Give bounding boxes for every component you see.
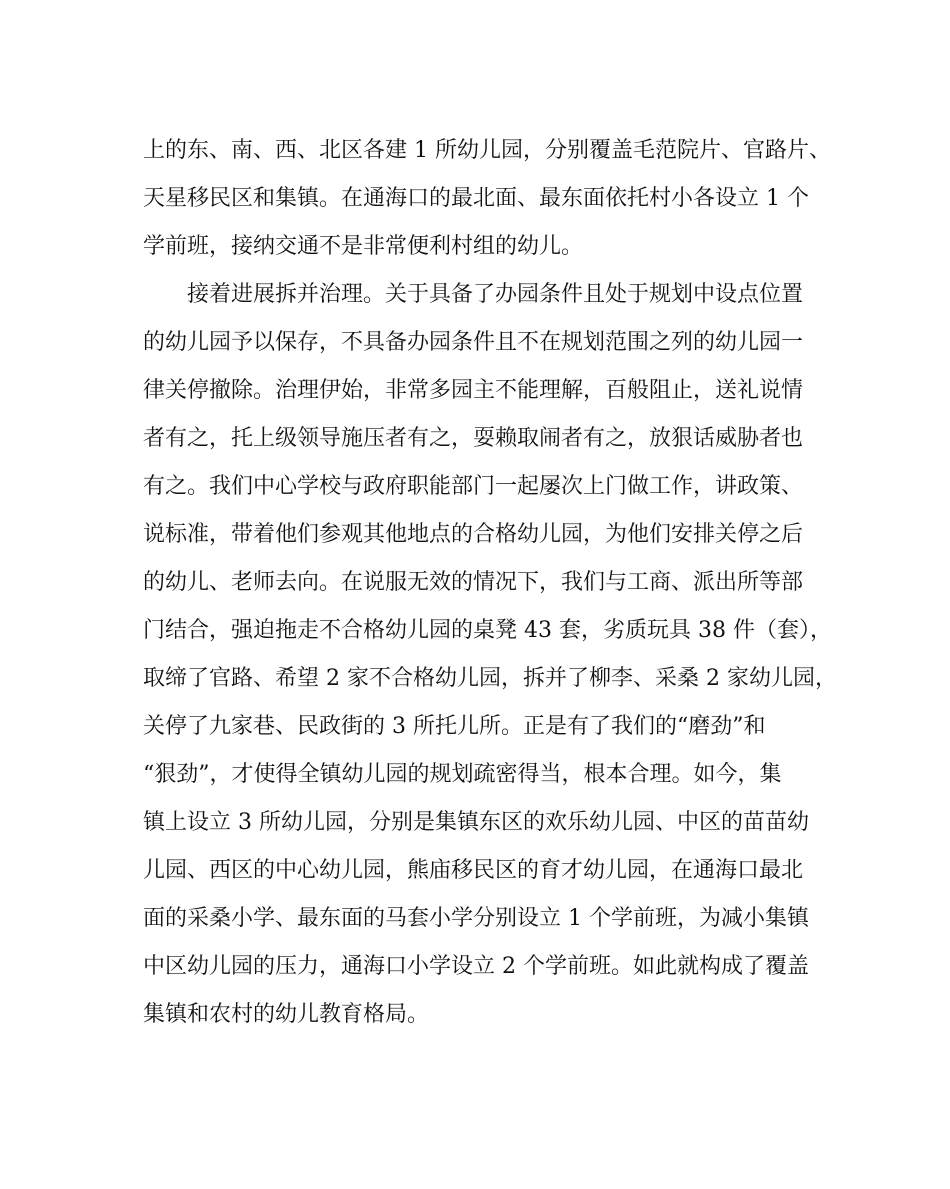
text-line: 律关停撤除。治理伊始，非常多园主不能理解，百般阻止，送礼说情 (143, 378, 804, 403)
text-line: 取缔了官路、希望 2 家不合格幼儿园，拆并了柳李、采桑 2 家幼儿园， (143, 666, 837, 691)
text-line: 集镇和农村的幼儿教育格局。 (143, 1002, 430, 1027)
text-line: 接着进展拆并治理。关于具备了办园条件且处于规划中设点位置 (187, 282, 804, 307)
text-line: 镇上设立 3 所幼儿园，分别是集镇东区的欢乐幼儿园、中区的苗苗幼 (143, 810, 809, 835)
text-line: 的幼儿园予以保存，不具备办园条件且不在规划范围之列的幼儿园一 (143, 330, 804, 355)
text-line: 天星移民区和集镇。在通海口的最北面、最东面依托村小各设立 1 个 (143, 186, 809, 211)
text-line: 儿园、西区的中心幼儿园，熊庙移民区的育才幼儿园，在通海口最北 (143, 858, 804, 883)
text-line: 中区幼儿园的压力，通海口小学设立 2 个学前班。如此就构成了覆盖 (143, 954, 809, 979)
text-line: “狠劲”，才使得全镇幼儿园的规划疏密得当，根本合理。如今，集 (143, 762, 782, 787)
text-line: 关停了九家巷、民政街的 3 所托儿所。正是有了我们的“磨劲”和 (143, 714, 766, 739)
text-line: 上的东、南、西、北区各建 1 所幼儿园，分别覆盖毛范院片、官路片、 (143, 138, 831, 163)
text-line: 有之。我们中心学校与政府职能部门一起屡次上门做工作，讲政策、 (143, 474, 804, 499)
paragraph-2 (143, 271, 837, 1087)
document-body (143, 127, 837, 1087)
text-line: 门结合，强迫拖走不合格幼儿园的桌凳 43 套，劣质玩具 38 件（套）， (143, 618, 832, 643)
text-line: 的幼儿、老师去向。在说服无效的情况下，我们与工商、派出所等部 (143, 570, 804, 595)
paragraph-1 (143, 127, 831, 271)
text-line (143, 1039, 813, 1087)
text-line: 学前班，接纳交通不是非常便利村组的幼儿。 (143, 234, 584, 259)
text-line: 面的采桑小学、最东面的马套小学分别设立 1 个学前班，为减小集镇 (143, 906, 809, 931)
text-line: 者有之，托上级领导施压者有之，耍赖取闹者有之，放狠话威胁者也 (143, 426, 804, 451)
text-line: 说标准，带着他们参观其他地点的合格幼儿园，为他们安排关停之后 (143, 522, 804, 547)
